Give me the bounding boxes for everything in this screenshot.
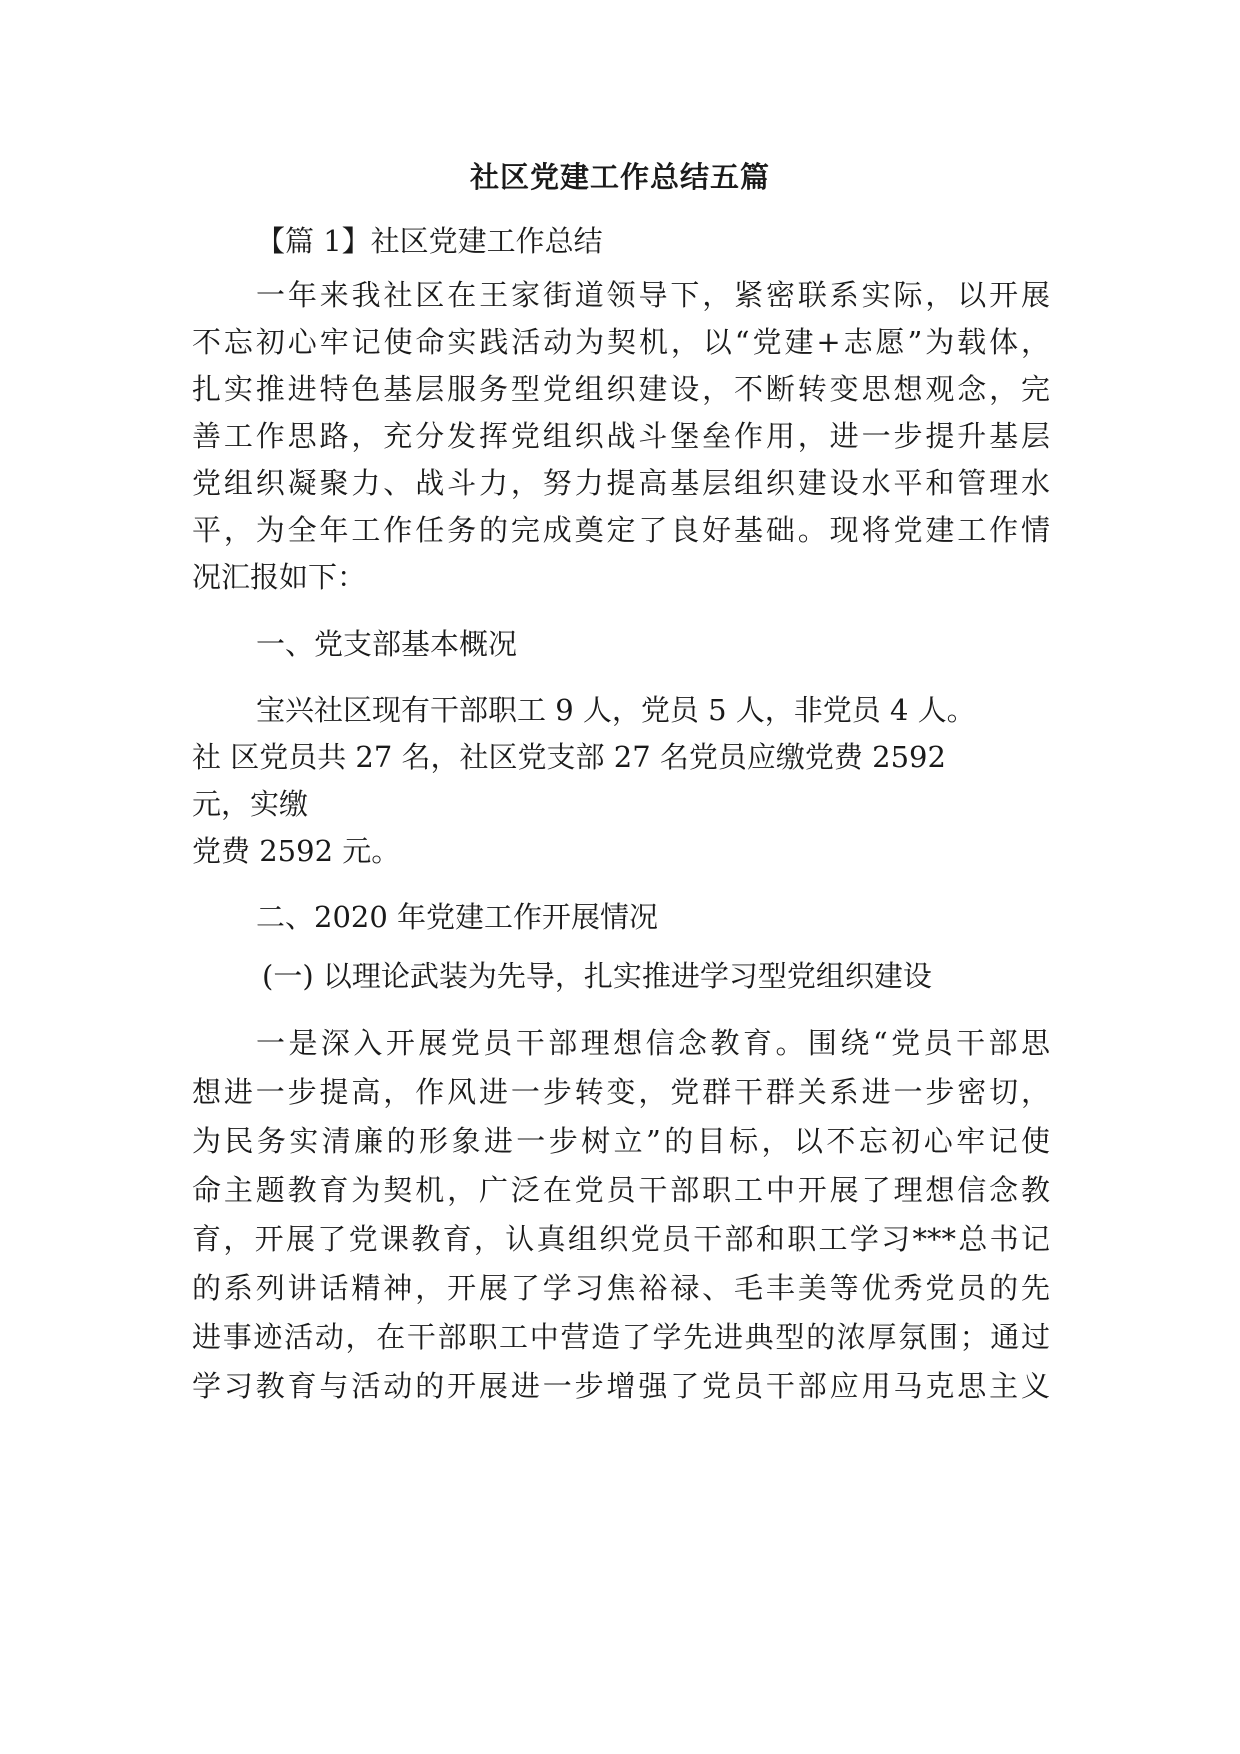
paragraph-line: 党组织凝聚力、战斗力，努力提高基层组织建设水平和管理水 xyxy=(192,466,1050,500)
section-heading: 二、2020 年党建工作开展情况 xyxy=(256,900,659,934)
section-heading: 【篇 1】社区党建工作总结 xyxy=(256,224,603,258)
paragraph-line: 扎实推进特色基层服务型党组织建设，不断转变思想观念，完 xyxy=(192,372,1050,406)
paragraph-line: 不忘初心牢记使命实践活动为契机，以“党建+志愿”为载体， xyxy=(192,325,1050,359)
paragraph-line: 想进一步提高，作风进一步转变，党群干群关系进一步密切， xyxy=(192,1075,1050,1109)
subsection-heading: (一) 以理论武装为先导，扎实推进学习型党组织建设 xyxy=(262,959,932,993)
document-title: 社区党建工作总结五篇 xyxy=(469,160,770,194)
paragraph-line: 进事迹活动，在干部职工中营造了学先进典型的浓厚氛围；通过 xyxy=(192,1320,1050,1354)
paragraph-line: 的系列讲话精神，开展了学习焦裕禄、毛丰美等优秀党员的先 xyxy=(192,1271,1050,1305)
paragraph-line: 平，为全年工作任务的完成奠定了良好基础。现将党建工作情 xyxy=(192,513,1050,547)
paragraph-line: 为民务实清廉的形象进一步树立”的目标，以不忘初心牢记使 xyxy=(192,1124,1050,1158)
section-heading: 一、党支部基本概况 xyxy=(256,627,518,661)
paragraph-line: 宝兴社区现有干部职工 9 人，党员 5 人，非党员 4 人。 xyxy=(256,693,976,727)
paragraph-line: 一是深入开展党员干部理想信念教育。围绕“党员干部思 xyxy=(256,1026,1050,1060)
paragraph-line: 育，开展了党课教育，认真组织党员干部和职工学习***总书记 xyxy=(192,1222,1050,1256)
paragraph-line: 善工作思路，充分发挥党组织战斗堡垒作用，进一步提升基层 xyxy=(192,419,1050,453)
paragraph-line: 命主题教育为契机，广泛在党员干部职工中开展了理想信念教 xyxy=(192,1173,1050,1207)
paragraph-line: 学习教育与活动的开展进一步增强了党员干部应用马克思主义 xyxy=(192,1369,1050,1403)
paragraph-line: 一年来我社区在王家街道领导下，紧密联系实际，以开展 xyxy=(256,278,1050,312)
paragraph-line: 党费 2592 元。 xyxy=(192,834,401,868)
paragraph-line: 况汇报如下： xyxy=(192,560,367,594)
paragraph-line: 社 区党员共 27 名，社区党支部 27 名党员应缴党费 2592 xyxy=(192,740,946,774)
paragraph-line: 元，实缴 xyxy=(192,787,309,821)
